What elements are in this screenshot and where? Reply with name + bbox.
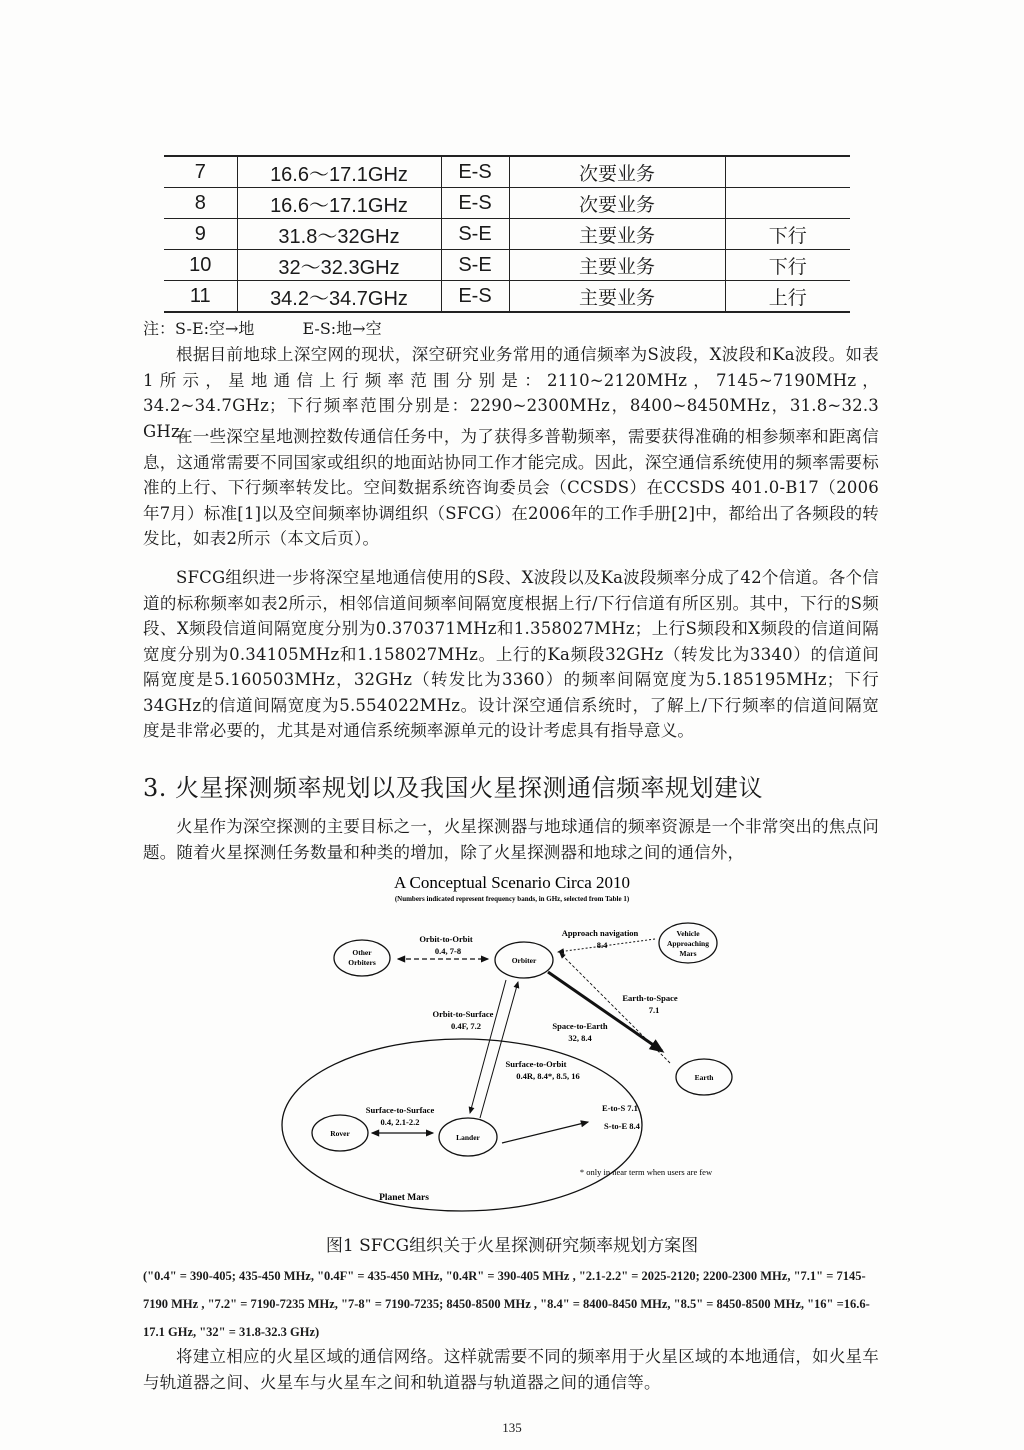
- lander-label: Lander: [456, 1133, 480, 1142]
- direction: E-S: [441, 281, 509, 313]
- surface-to-orbit-freq: 0.4R, 8.4*, 8.5, 16: [516, 1071, 580, 1081]
- vehicle-label-3: Mars: [679, 949, 697, 958]
- frequency-table: [164, 155, 850, 313]
- service-type: 主要业务: [509, 219, 725, 250]
- direction: E-S: [441, 156, 509, 188]
- figure-subtitle: (Numbers indicated represent frequency bands, in GHz, selected from Table 1): [394, 895, 630, 903]
- other-orbiters-label-1: Other: [352, 948, 372, 957]
- service-type: 次要业务: [509, 188, 725, 219]
- direction: S-E: [441, 250, 509, 281]
- other-orbiters-label-2: Orbiters: [348, 958, 376, 967]
- rover-label: Rover: [330, 1129, 350, 1138]
- table-row: [164, 188, 850, 219]
- table-row: [164, 250, 850, 281]
- figure-caption: 图1 SFCG组织关于火星探测研究频率规划方案图: [325, 1236, 699, 1256]
- planet-mars-region: [282, 1039, 642, 1211]
- s-to-e-label: S-to-E 8.4: [604, 1121, 640, 1131]
- rover-node: [312, 1115, 368, 1151]
- orbit-to-orbit-freq: 0.4, 7-8: [434, 946, 462, 956]
- space-to-earth-freq: 32, 8.4: [568, 1033, 592, 1043]
- frequency-range: 31.8～32GHz: [237, 219, 441, 250]
- table-row: [164, 281, 850, 313]
- service-type: 主要业务: [509, 281, 725, 313]
- page-number: 135: [502, 1420, 522, 1435]
- e-to-s-label: E-to-S 7.1: [602, 1103, 638, 1113]
- planet-mars-label: Planet Mars: [379, 1193, 429, 1203]
- earth-to-space-freq: 7.1: [648, 1005, 660, 1015]
- earth-label: Earth: [694, 1073, 714, 1082]
- space-to-earth-link: [548, 972, 662, 1051]
- table-note-es: E-S:地→空: [302, 319, 382, 338]
- orbit-to-surface-link: [470, 980, 506, 1113]
- orbiter-label: Orbiter: [511, 956, 537, 965]
- paragraph-4: 火星作为深空探测的主要目标之一，火星探测器与地球通信的频率资源是一个非常突出的焦点问题。随着火星探测任务数量和种类的增加，除了火星探测器和地球之间的通信外，: [143, 817, 879, 862]
- row-number: 11: [164, 281, 237, 313]
- link-note: [725, 156, 850, 188]
- surface-to-orbit-label: Surface-to-Orbit: [505, 1059, 567, 1069]
- paragraph-5: 将建立相应的火星区域的通信网络。这样就需要不同的频率用于火星区域的本地通信，如火星车与轨道器之间、火星车与火星车之间和轨道器与轨道器之间的通信等。: [143, 1347, 879, 1392]
- surface-to-surface-freq: 0.4, 2.1-2.2: [380, 1117, 420, 1127]
- frequency-range: 32～32.3GHz: [237, 250, 441, 281]
- figure-footnote: * only in near term when users are few: [579, 1167, 713, 1177]
- service-type: 主要业务: [509, 250, 725, 281]
- surface-to-surface-label: Surface-to-Surface: [365, 1105, 435, 1115]
- frequency-range: 16.6～17.1GHz: [237, 156, 441, 188]
- surface-to-orbit-link: [480, 982, 518, 1118]
- service-type: 次要业务: [509, 156, 725, 188]
- link-note: 下行: [725, 219, 850, 250]
- table-row: [164, 219, 850, 250]
- orbit-to-orbit-label: Orbit-to-Orbit: [419, 934, 473, 944]
- paragraph-1: 根据目前地球上深空网的现状，深空研究业务常用的通信频率为S波段，X波段和Ka波段。如表1所示，星地通信上行频率范围分别是：2110~2120MHz，7145~7190MHz，34.2~34.7GHz；下行频率范围分别是：2290~2300MHz，8400~8450MHz，31.8~32.3 GHz。: [143, 345, 879, 441]
- direction: E-S: [441, 188, 509, 219]
- frequency-range: 16.6～17.1GHz: [237, 188, 441, 219]
- row-number: 10: [164, 250, 237, 281]
- figure-legend: ("0.4" = 390-405; 435-450 MHz, "0.4F" = 435-450 MHz, "0.4R" = 390-405 MHz , "2.1-2.2" = 2025-2120; 2200-2300 MHz, "7.1" = 7145-7190 MHz , "7.2" = 7190-7235 MHz, "7-8" = 7190-7235; 8450-8500 MHz , "8.4" = 8400-8450 MHz, "8.5" = 8450-8500 MHz, "16" =16.6-17.1 GHz, "32" = 31.8-32.3 GHz): [143, 1269, 870, 1339]
- row-number: 7: [164, 156, 237, 188]
- table-row: [164, 156, 850, 188]
- paragraph-2: 在一些深空星地测控数传通信任务中，为了获得多普勒频率，需要获得准确的相参频率和距离信息，这通常需要不同国家或组织的地面站协同工作才能完成。因此，深空通信系统使用的频率需要标准的上行、下行频率转发比。空间数据系统咨询委员会（CCSDS）在CCSDS 401.0-B17（2006年7月）标准[1]以及空间频率协调组织（SFCG）在2006年的工作手册[2]中，都给出了各频段的转发比，如表2所示（本文后页）。: [143, 427, 879, 548]
- link-note: 下行: [725, 250, 850, 281]
- table-note: [143, 316, 382, 339]
- link-note: 上行: [725, 281, 850, 313]
- row-number: 9: [164, 219, 237, 250]
- figure-title: A Conceptual Scenario Circa 2010: [393, 873, 631, 892]
- space-to-earth-label: Space-to-Earth: [552, 1021, 608, 1031]
- frequency-range: 34.2～34.7GHz: [237, 281, 441, 313]
- section-heading: 3. 火星探测频率规划以及我国火星探测通信频率规划建议: [143, 774, 764, 802]
- earth-node: [676, 1059, 732, 1095]
- orbiter-node: [495, 942, 553, 978]
- approach-navigation-freq: 8.4: [596, 940, 608, 950]
- vehicle-node: [659, 923, 717, 963]
- table-note-se: 注：S-E:空→地: [143, 319, 255, 338]
- vehicle-label-2: Approaching: [667, 939, 709, 948]
- earth-to-space-label: Earth-to-Space: [622, 993, 678, 1003]
- other-orbiters-node: [334, 940, 390, 976]
- orbit-to-surface-label: Orbit-to-Surface: [432, 1009, 494, 1019]
- vehicle-label-1: Vehicle: [676, 929, 700, 938]
- paragraph-3: SFCG组织进一步将深空星地通信使用的S段、X波段以及Ka波段频率分成了42个信道。各个信道的标称频率如表2所示，相邻信道间频率间隔宽度根据上行/下行信道有所区别。其中，下行的S频段、X频段信道间隔宽度分别为0.370371MHz和1.358027MHz；上行S频段和X频段的信道间隔宽度分别为0.34105MHz和1.158027MHz。上行的Ka频段32GHz（转发比为3340）的信道间隔宽度是5.160503MHz，32GHz（转发比为3360）的频率间隔宽度为5.185195MHz；下行34GHz的信道间隔宽度为5.554022MHz。设计深空通信系统时，了解上/下行频率的信道间隔宽度是非常必要的，尤其是对通信系统频率源单元的设计考虑具有指导意义。: [143, 568, 879, 740]
- link-note: [725, 188, 850, 219]
- mars-communication-diagram: [270, 870, 770, 1220]
- row-number: 8: [164, 188, 237, 219]
- lander-node: [439, 1118, 497, 1156]
- lander-earth-link: [502, 1122, 588, 1143]
- orbit-to-surface-freq: 0.4F, 7.2: [451, 1021, 481, 1031]
- direction: S-E: [441, 219, 509, 250]
- approach-navigation-label: Approach navigation: [561, 928, 639, 938]
